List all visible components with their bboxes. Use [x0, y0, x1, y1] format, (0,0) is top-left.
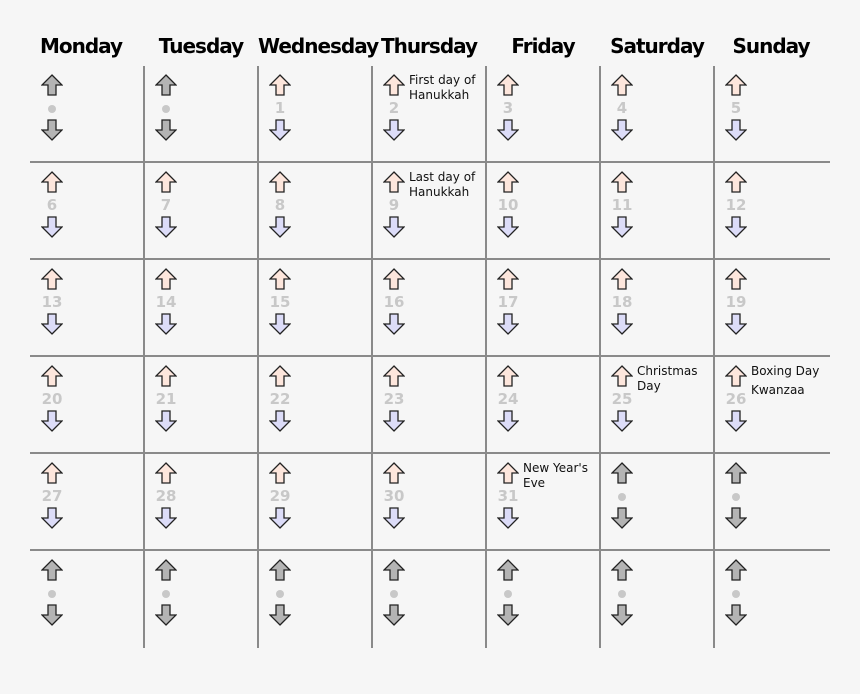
event-label: Christmas Day [637, 364, 698, 393]
day-cell-16[interactable] [373, 260, 485, 354]
event-list [523, 461, 599, 491]
arrow-down-icon[interactable] [155, 507, 177, 529]
arrow-down-icon[interactable] [497, 119, 519, 141]
day-cell-21[interactable] [145, 357, 257, 451]
day-number: 12 [725, 196, 747, 214]
event-label: First day of Hanukkah [409, 73, 476, 102]
day-number: 5 [730, 99, 742, 117]
empty-day-dot [162, 590, 170, 598]
day-cell-14[interactable] [145, 260, 257, 354]
empty-day-dot [48, 105, 56, 113]
arrow-down-icon[interactable] [497, 507, 519, 529]
arrow-down-icon[interactable] [497, 216, 519, 238]
day-number: 28 [155, 487, 177, 505]
arrow-up-icon[interactable] [611, 74, 633, 96]
arrow-up-icon[interactable] [383, 559, 405, 581]
day-cell-5[interactable] [715, 66, 827, 160]
empty-day-dot [618, 493, 626, 501]
arrow-down-icon[interactable] [725, 119, 747, 141]
weekday-tuesday: Tuesday [158, 34, 244, 58]
arrow-up-icon[interactable] [611, 365, 633, 387]
day-number: 29 [269, 487, 291, 505]
arrow-up-icon[interactable] [269, 74, 291, 96]
arrow-up-icon[interactable] [269, 268, 291, 290]
day-number: 3 [502, 99, 514, 117]
arrow-down-icon[interactable] [269, 119, 291, 141]
arrow-down-icon[interactable] [383, 410, 405, 432]
arrow-down-icon[interactable] [497, 410, 519, 432]
arrow-up-icon[interactable] [155, 74, 177, 96]
arrow-up-icon[interactable] [155, 171, 177, 193]
arrow-up-icon[interactable] [725, 268, 747, 290]
weekday-saturday: Saturday [610, 34, 704, 58]
day-cell-25[interactable] [601, 357, 713, 451]
day-cell-4[interactable] [601, 66, 713, 160]
day-number: 6 [46, 196, 58, 214]
arrow-down-icon[interactable] [611, 313, 633, 335]
arrow-up-icon[interactable] [725, 74, 747, 96]
arrow-up-icon[interactable] [497, 171, 519, 193]
arrow-down-icon[interactable] [611, 119, 633, 141]
empty-day-dot [276, 590, 284, 598]
arrow-down-icon[interactable] [725, 313, 747, 335]
arrow-up-icon[interactable] [155, 559, 177, 581]
arrow-up-icon[interactable] [269, 462, 291, 484]
day-cell-1[interactable] [259, 66, 371, 160]
empty-day-cell[interactable] [715, 551, 827, 645]
day-cell-20[interactable] [31, 357, 143, 451]
arrow-up-icon[interactable] [611, 559, 633, 581]
arrow-up-icon[interactable] [497, 462, 519, 484]
arrow-down-icon[interactable] [155, 410, 177, 432]
arrow-up-icon[interactable] [611, 171, 633, 193]
arrow-down-icon[interactable] [725, 410, 747, 432]
day-cell-7[interactable] [145, 163, 257, 257]
empty-day-cell[interactable] [31, 551, 143, 645]
event-label: Boxing Day [751, 364, 820, 378]
day-number: 23 [383, 390, 405, 408]
empty-day-cell[interactable] [601, 551, 713, 645]
empty-day-dot [732, 590, 740, 598]
empty-day-cell[interactable] [373, 551, 485, 645]
empty-day-cell[interactable] [145, 551, 257, 645]
day-number: 2 [388, 99, 400, 117]
arrow-up-icon[interactable] [155, 365, 177, 387]
arrow-down-icon[interactable] [155, 604, 177, 626]
day-cell-15[interactable] [259, 260, 371, 354]
empty-day-cell[interactable] [31, 66, 143, 160]
day-number: 15 [269, 293, 291, 311]
arrow-down-icon[interactable] [269, 216, 291, 238]
arrow-up-icon[interactable] [41, 171, 63, 193]
weekday-wednesday: Wednesday [258, 34, 379, 58]
day-number: 26 [725, 390, 747, 408]
empty-day-dot [48, 590, 56, 598]
day-number: 18 [611, 293, 633, 311]
empty-day-dot [618, 590, 626, 598]
arrow-up-icon[interactable] [497, 268, 519, 290]
event-list [637, 364, 713, 394]
arrow-up-icon[interactable] [611, 268, 633, 290]
day-number: 30 [383, 487, 405, 505]
event-list [409, 73, 485, 103]
arrow-up-icon[interactable] [497, 74, 519, 96]
day-cell-28[interactable] [145, 454, 257, 548]
arrow-down-icon[interactable] [611, 604, 633, 626]
empty-day-cell[interactable] [259, 551, 371, 645]
weekday-friday: Friday [511, 34, 575, 58]
arrow-down-icon[interactable] [41, 119, 63, 141]
arrow-up-icon[interactable] [383, 365, 405, 387]
day-cell-2[interactable] [373, 66, 485, 160]
day-cell-26[interactable] [715, 357, 827, 451]
arrow-up-icon[interactable] [41, 268, 63, 290]
arrow-down-icon[interactable] [611, 507, 633, 529]
day-number: 24 [497, 390, 519, 408]
arrow-down-icon[interactable] [497, 604, 519, 626]
arrow-up-icon[interactable] [155, 462, 177, 484]
day-number: 1 [274, 99, 286, 117]
weekday-sunday: Sunday [732, 34, 810, 58]
day-cell-8[interactable] [259, 163, 371, 257]
arrow-up-icon[interactable] [383, 268, 405, 290]
day-cell-24[interactable] [487, 357, 599, 451]
day-number: 25 [611, 390, 633, 408]
arrow-down-icon[interactable] [725, 216, 747, 238]
day-cell-11[interactable] [601, 163, 713, 257]
arrow-up-icon[interactable] [41, 559, 63, 581]
arrow-down-icon[interactable] [383, 507, 405, 529]
day-number: 27 [41, 487, 63, 505]
day-cell-13[interactable] [31, 260, 143, 354]
arrow-down-icon[interactable] [497, 313, 519, 335]
day-cell-18[interactable] [601, 260, 713, 354]
empty-day-dot [162, 105, 170, 113]
arrow-up-icon[interactable] [41, 365, 63, 387]
day-cell-30[interactable] [373, 454, 485, 548]
arrow-down-icon[interactable] [41, 507, 63, 529]
day-number: 17 [497, 293, 519, 311]
arrow-down-icon[interactable] [611, 216, 633, 238]
arrow-down-icon[interactable] [383, 604, 405, 626]
empty-day-dot [732, 493, 740, 501]
empty-day-dot [390, 590, 398, 598]
arrow-up-icon[interactable] [155, 268, 177, 290]
day-number: 31 [497, 487, 519, 505]
arrow-up-icon[interactable] [41, 462, 63, 484]
event-label: New Year's Eve [523, 461, 588, 490]
arrow-up-icon[interactable] [497, 559, 519, 581]
empty-day-cell[interactable] [487, 551, 599, 645]
day-cell-23[interactable] [373, 357, 485, 451]
day-number: 10 [497, 196, 519, 214]
arrow-up-icon[interactable] [383, 74, 405, 96]
arrow-up-icon[interactable] [269, 559, 291, 581]
weekday-thursday: Thursday [380, 34, 478, 58]
day-number: 21 [155, 390, 177, 408]
empty-day-dot [504, 590, 512, 598]
arrow-up-icon[interactable] [269, 365, 291, 387]
arrow-down-icon[interactable] [269, 313, 291, 335]
day-cell-6[interactable] [31, 163, 143, 257]
event-list [409, 170, 485, 200]
arrow-down-icon[interactable] [383, 216, 405, 238]
day-cell-22[interactable] [259, 357, 371, 451]
arrow-up-icon[interactable] [383, 171, 405, 193]
arrow-up-icon[interactable] [725, 365, 747, 387]
day-cell-17[interactable] [487, 260, 599, 354]
day-cell-10[interactable] [487, 163, 599, 257]
day-number: 19 [725, 293, 747, 311]
day-number: 9 [388, 196, 400, 214]
arrow-up-icon[interactable] [497, 365, 519, 387]
day-number: 16 [383, 293, 405, 311]
arrow-down-icon[interactable] [611, 410, 633, 432]
day-cell-27[interactable] [31, 454, 143, 548]
arrow-up-icon[interactable] [725, 462, 747, 484]
day-number: 4 [616, 99, 628, 117]
arrow-down-icon[interactable] [269, 507, 291, 529]
day-cell-9[interactable] [373, 163, 485, 257]
day-number: 8 [274, 196, 286, 214]
arrow-down-icon[interactable] [725, 604, 747, 626]
day-number: 20 [41, 390, 63, 408]
arrow-up-icon[interactable] [725, 171, 747, 193]
arrow-up-icon[interactable] [611, 462, 633, 484]
arrow-down-icon[interactable] [383, 313, 405, 335]
arrow-down-icon[interactable] [41, 604, 63, 626]
arrow-up-icon[interactable] [41, 74, 63, 96]
day-number: 11 [611, 196, 633, 214]
day-number: 22 [269, 390, 291, 408]
arrow-down-icon[interactable] [725, 507, 747, 529]
arrow-up-icon[interactable] [383, 462, 405, 484]
arrow-down-icon[interactable] [269, 604, 291, 626]
arrow-down-icon[interactable] [41, 410, 63, 432]
day-number: 13 [41, 293, 63, 311]
arrow-down-icon[interactable] [155, 313, 177, 335]
empty-day-cell[interactable] [715, 454, 827, 548]
arrow-down-icon[interactable] [41, 216, 63, 238]
empty-day-cell[interactable] [145, 66, 257, 160]
day-number: 14 [155, 293, 177, 311]
day-cell-29[interactable] [259, 454, 371, 548]
arrow-up-icon[interactable] [269, 171, 291, 193]
event-label: Kwanzaa [751, 383, 805, 397]
arrow-down-icon[interactable] [41, 313, 63, 335]
day-cell-19[interactable] [715, 260, 827, 354]
event-list [751, 364, 827, 398]
arrow-down-icon[interactable] [269, 410, 291, 432]
day-cell-12[interactable] [715, 163, 827, 257]
empty-day-cell[interactable] [601, 454, 713, 548]
arrow-down-icon[interactable] [155, 119, 177, 141]
arrow-down-icon[interactable] [155, 216, 177, 238]
event-label: Last day of Hanukkah [409, 170, 476, 199]
arrow-down-icon[interactable] [383, 119, 405, 141]
day-number: 7 [160, 196, 172, 214]
arrow-up-icon[interactable] [725, 559, 747, 581]
day-cell-3[interactable] [487, 66, 599, 160]
weekday-monday: Monday [39, 34, 123, 58]
day-cell-31[interactable] [487, 454, 599, 548]
